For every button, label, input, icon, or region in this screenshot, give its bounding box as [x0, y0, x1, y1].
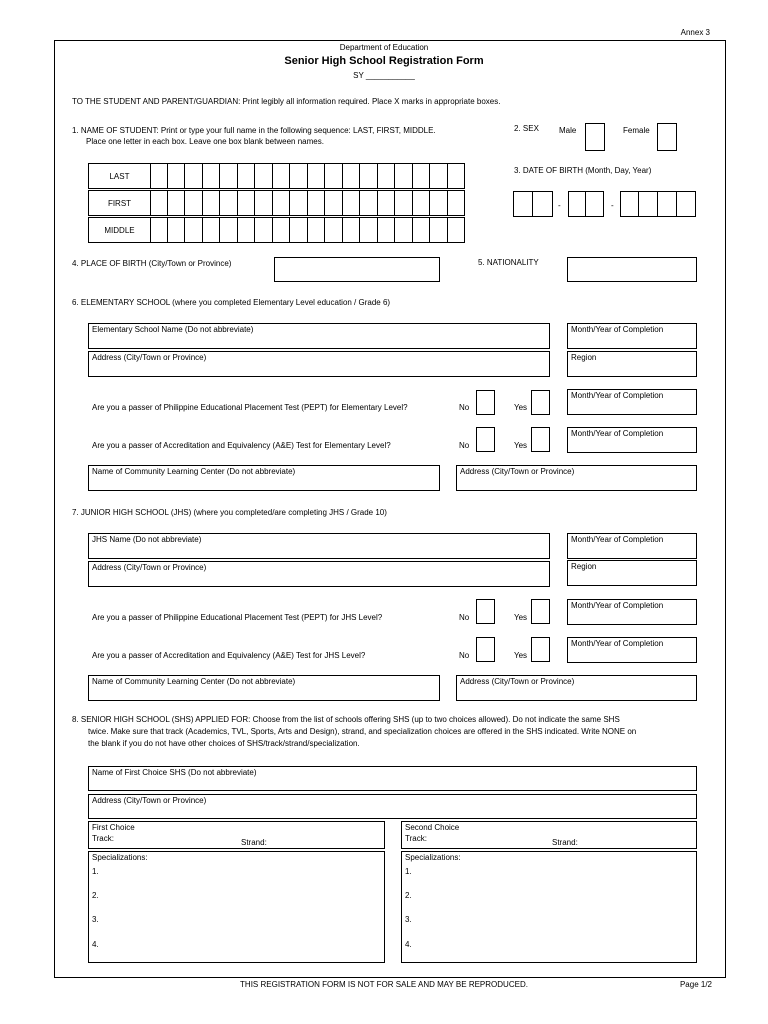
letter-box[interactable] [343, 190, 361, 216]
elem-clc-address-label: Address (City/Town or Province) [460, 467, 575, 476]
jhs-address-field[interactable] [88, 561, 550, 587]
jhs-clc-address-label: Address (City/Town or Province) [460, 677, 575, 686]
jhs-ae-yes-label: Yes [514, 651, 528, 660]
jhs-name-label: JHS Name (Do not abbreviate) [92, 535, 202, 544]
school-year: SY ___________ [353, 71, 415, 80]
jhs-ae-completion-label: Month/Year of Completion [571, 639, 664, 648]
letter-box[interactable] [168, 217, 186, 243]
letter-box[interactable] [360, 163, 378, 189]
letter-box[interactable] [395, 217, 413, 243]
letter-box[interactable] [343, 217, 361, 243]
letter-box[interactable] [238, 217, 256, 243]
second-strand-label: Strand: [552, 838, 578, 847]
dob-day-boxes[interactable] [568, 191, 604, 217]
male-label: Male [559, 126, 577, 135]
letter-box[interactable] [395, 163, 413, 189]
elem-school-name-field[interactable] [88, 323, 550, 349]
jhs-clc-address-field[interactable] [456, 675, 697, 701]
shs-section-title: 8. SENIOR HIGH SCHOOL (SHS) APPLIED FOR: Choose from the list of schools offering SHS (up to two choices allowed). Do not indicate the same SHS [72, 715, 620, 724]
letter-box[interactable] [273, 163, 291, 189]
letter-box[interactable] [413, 217, 431, 243]
middle-name-boxes[interactable] [150, 217, 465, 243]
elem-pept-yes-checkbox[interactable] [531, 390, 550, 415]
jhs-pept-completion-label: Month/Year of Completion [571, 601, 664, 610]
female-label: Female [623, 126, 650, 135]
letter-box[interactable] [378, 190, 396, 216]
letter-box[interactable] [168, 190, 186, 216]
jhs-ae-question: Are you a passer of Accreditation and Equivalency (A&E) Test for JHS Level? [92, 651, 366, 660]
jhs-completion-label: Month/Year of Completion [571, 535, 664, 544]
letter-box[interactable] [325, 190, 343, 216]
female-checkbox[interactable] [657, 123, 677, 151]
dob-dash-1: - [558, 201, 561, 210]
elem-pept-no-label: No [459, 403, 470, 412]
elem-pept-completion-field[interactable] [567, 389, 697, 415]
annex-label: Annex 3 [680, 28, 710, 37]
letter-box[interactable] [343, 163, 361, 189]
letter-box[interactable] [378, 163, 396, 189]
second-spec-1: 1. [405, 867, 412, 876]
middle-label: MIDDLE [88, 217, 150, 243]
letter-box[interactable] [220, 163, 238, 189]
second-spec-2: 2. [405, 891, 412, 900]
elem-section-title: 6. ELEMENTARY SCHOOL (where you completed Elementary Level education / Grade 6) [72, 298, 391, 307]
male-checkbox[interactable] [585, 123, 605, 151]
jhs-ae-yes-checkbox[interactable] [531, 637, 550, 662]
letter-box[interactable] [308, 217, 326, 243]
letter-box[interactable] [395, 190, 413, 216]
dob-label: 3. DATE OF BIRTH (Month, Day, Year) [514, 166, 652, 175]
second-choice-label: Second Choice [405, 823, 460, 832]
letter-box[interactable] [430, 163, 448, 189]
letter-box[interactable] [430, 217, 448, 243]
elem-ae-yes-checkbox[interactable] [531, 427, 550, 452]
first-spec-label: Specializations: [92, 853, 148, 862]
first-specializations-field[interactable] [88, 851, 385, 963]
jhs-pept-yes-checkbox[interactable] [531, 599, 550, 624]
letter-box[interactable] [360, 217, 378, 243]
form-title: Senior High School Registration Form [284, 55, 484, 67]
letter-box[interactable] [255, 190, 273, 216]
letter-box[interactable] [203, 217, 221, 243]
elem-pept-completion-label: Month/Year of Completion [571, 391, 664, 400]
letter-box[interactable] [150, 163, 168, 189]
first-label: FIRST [88, 190, 150, 216]
letter-box[interactable] [168, 163, 186, 189]
first-strand-label: Strand: [241, 838, 267, 847]
elem-pept-no-checkbox[interactable] [476, 390, 495, 415]
instructions: TO THE STUDENT AND PARENT/GUARDIAN: Print legibly all information required. Place X marks in appropriate boxes. [72, 97, 501, 106]
jhs-ae-completion-field[interactable] [567, 637, 697, 663]
letter-box[interactable] [220, 217, 238, 243]
letter-box[interactable] [255, 217, 273, 243]
department-label: Department of Education [339, 43, 429, 52]
letter-box[interactable] [290, 190, 308, 216]
letter-box[interactable] [220, 190, 238, 216]
elem-ae-question: Are you a passer of Accreditation and Equivalency (A&E) Test for Elementary Level? [92, 441, 391, 450]
elem-completion-label: Month/Year of Completion [571, 325, 664, 334]
shs-instructions-line2: twice. Make sure that track (Academics, TVL, Sports, Arts and Design), strand, and specialization choices are offered in the SHS indicated. Write NONE on [88, 727, 637, 736]
jhs-region-field[interactable] [567, 560, 697, 586]
shs-address-field[interactable] [88, 794, 697, 819]
first-spec-4: 4. [92, 940, 99, 949]
shs-instructions-line3: the blank if you do not have other choices of SHS/track/strand/specialization. [88, 739, 360, 748]
jhs-pept-question: Are you a passer of Philippine Educational Placement Test (PEPT) for JHS Level? [92, 613, 383, 622]
letter-box[interactable] [238, 190, 256, 216]
elem-pept-yes-label: Yes [514, 403, 528, 412]
first-track-label: Track: [92, 834, 114, 843]
nationality-label: 5. NATIONALITY [478, 258, 539, 267]
second-spec-4: 4. [405, 940, 412, 949]
letter-box[interactable] [448, 217, 466, 243]
jhs-pept-completion-field[interactable] [567, 599, 697, 625]
elem-ae-no-checkbox[interactable] [476, 427, 495, 452]
jhs-clc-name-field[interactable] [88, 675, 440, 701]
dob-month-boxes[interactable] [513, 191, 553, 217]
elem-completion-field[interactable] [567, 323, 697, 349]
first-choice-shs-label: Name of First Choice SHS (Do not abbreviate) [92, 768, 257, 777]
letter-box[interactable] [185, 190, 203, 216]
name-section-title: 1. NAME OF STUDENT: Print or type your full name in the following sequence: LAST, FIRST, MIDDLE. [72, 126, 436, 135]
first-choice-track-field[interactable] [88, 821, 385, 849]
letter-box[interactable] [308, 163, 326, 189]
elem-pept-question: Are you a passer of Philippine Educational Placement Test (PEPT) for Elementary Level? [92, 403, 408, 412]
elem-region-label: Region [571, 353, 597, 362]
elem-clc-name-field[interactable] [88, 465, 440, 491]
second-choice-track-field[interactable] [401, 821, 697, 849]
letter-box[interactable] [238, 163, 256, 189]
elem-clc-address-field[interactable] [456, 465, 697, 491]
letter-box[interactable] [325, 163, 343, 189]
second-track-label: Track: [405, 834, 427, 843]
jhs-region-label: Region [571, 562, 597, 571]
jhs-clc-name-label: Name of Community Learning Center (Do not abbreviate) [92, 677, 296, 686]
letter-box[interactable] [360, 190, 378, 216]
pob-label: 4. PLACE OF BIRTH (City/Town or Province) [72, 259, 232, 268]
jhs-ae-no-label: No [459, 651, 470, 660]
jhs-pept-no-checkbox[interactable] [476, 599, 495, 624]
letter-box[interactable] [413, 163, 431, 189]
jhs-pept-yes-label: Yes [514, 613, 528, 622]
first-choice-label: First Choice [92, 823, 135, 832]
letter-box[interactable] [430, 190, 448, 216]
elem-clc-name-label: Name of Community Learning Center (Do not abbreviate) [92, 467, 296, 476]
letter-box[interactable] [448, 190, 466, 216]
elem-address-label: Address (City/Town or Province) [92, 353, 207, 362]
first-spec-1: 1. [92, 867, 99, 876]
jhs-section-title: 7. JUNIOR HIGH SCHOOL (JHS) (where you completed/are completing JHS / Grade 10) [72, 508, 387, 517]
first-spec-2: 2. [92, 891, 99, 900]
sex-label: 2. SEX [514, 124, 539, 133]
letter-box[interactable] [273, 217, 291, 243]
last-label: LAST [88, 163, 150, 189]
elem-ae-completion-label: Month/Year of Completion [571, 429, 664, 438]
elem-address-field[interactable] [88, 351, 550, 377]
letter-box[interactable] [185, 163, 203, 189]
second-specializations-field[interactable] [401, 851, 697, 963]
first-name-boxes[interactable] [150, 190, 465, 216]
letter-box[interactable] [273, 190, 291, 216]
last-name-boxes[interactable] [150, 163, 465, 189]
first-spec-3: 3. [92, 915, 99, 924]
letter-box[interactable] [150, 190, 168, 216]
jhs-pept-no-label: No [459, 613, 470, 622]
letter-box[interactable] [185, 217, 203, 243]
letter-box[interactable] [150, 217, 168, 243]
letter-box[interactable] [255, 163, 273, 189]
letter-box[interactable] [203, 190, 221, 216]
letter-box[interactable] [325, 217, 343, 243]
elem-school-name-label: Elementary School Name (Do not abbreviate) [92, 325, 254, 334]
second-spec-3: 3. [405, 915, 412, 924]
name-section-sub: Place one letter in each box. Leave one box blank between names. [86, 137, 324, 146]
footer-note: THIS REGISTRATION FORM IS NOT FOR SALE AND MAY BE REPRODUCED. [240, 980, 528, 989]
pob-field[interactable] [274, 257, 440, 282]
letter-box[interactable] [290, 217, 308, 243]
jhs-ae-no-checkbox[interactable] [476, 637, 495, 662]
elem-ae-completion-field[interactable] [567, 427, 697, 453]
jhs-name-field[interactable] [88, 533, 550, 559]
elem-ae-yes-label: Yes [514, 441, 528, 450]
nationality-field[interactable] [567, 257, 697, 282]
jhs-completion-field[interactable] [567, 533, 697, 559]
letter-box[interactable] [448, 163, 466, 189]
elem-ae-no-label: No [459, 441, 470, 450]
dob-dash-2: - [611, 201, 614, 210]
letter-box[interactable] [378, 217, 396, 243]
letter-box[interactable] [203, 163, 221, 189]
first-choice-shs-field[interactable] [88, 766, 697, 791]
letter-box[interactable] [308, 190, 326, 216]
letter-box[interactable] [290, 163, 308, 189]
dob-year-boxes[interactable] [620, 191, 696, 217]
shs-address-label: Address (City/Town or Province) [92, 796, 207, 805]
letter-box[interactable] [413, 190, 431, 216]
jhs-address-label: Address (City/Town or Province) [92, 563, 207, 572]
second-spec-label: Specializations: [405, 853, 461, 862]
page-number: Page 1/2 [679, 980, 712, 989]
elem-region-field[interactable] [567, 351, 697, 377]
